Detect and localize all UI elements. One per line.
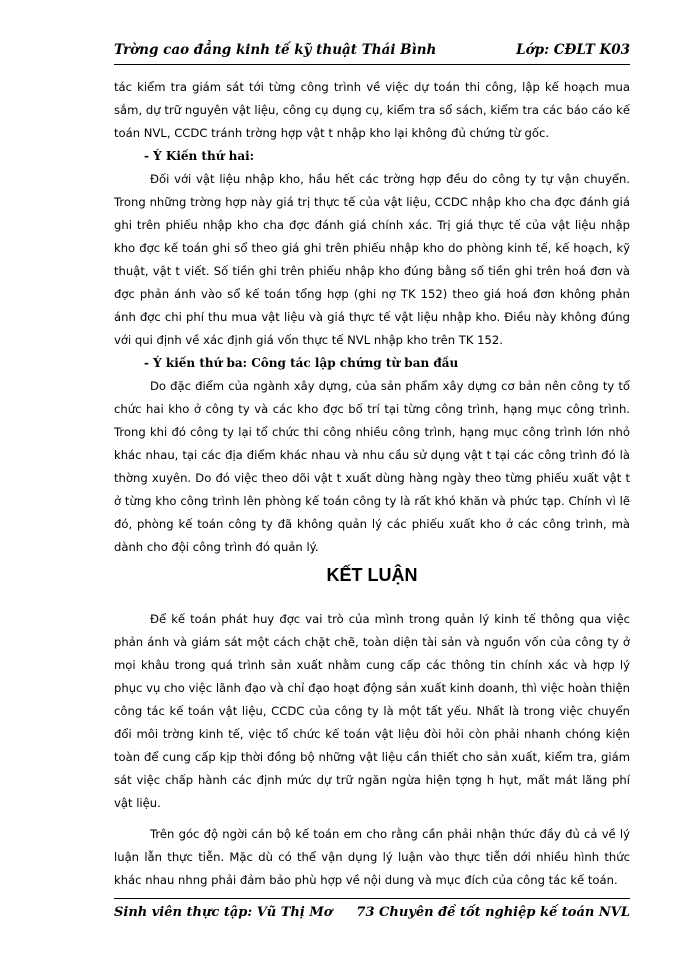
footer-page-topic: 73 Chuyên đề tốt nghiệp kế toán NVL: [356, 905, 630, 920]
header-school-name: Trờng cao đẳng kinh tế kỹ thuật Thái Bình: [114, 42, 437, 58]
paragraph-opinion-two: Đối với vật liệu nhập kho, hầu hết các trờng hợp đều do công ty tự vận chuyển. Trong những trờng hợp này giá trị thực tế của vật liệu, CCDC nhập kho cha đợc đánh giá ghi trên phiếu nhập kho cha đợc đánh giá chính xác. Trị giá thực tế của vật liệu nhập kho đợc kế toán ghi sổ theo giá ghi trên phiếu nhập kho do phòng kinh tế, kế hoạch, kỹ thuật, vật t viết. Số tiền ghi trên phiếu nhập kho đúng bằng số tiền ghi trên hoá đơn và đợc phản ánh vào sổ kế toán tổng hợp (ghi nợ TK 152) theo giá hoá đơn không phản ánh đợc chi phí thu mua vật liệu và giá thực tế vật liệu nhập kho. Điều này không đúng với qui định về xác định giá vốn thực tế NVL nhập kho trên TK 152.: [114, 172, 630, 347]
paragraph-conclusion-one: Để kế toán phát huy đợc vai trò của mình trong quản lý kinh tế thông qua việc phản ánh và giám sát một cách chặt chẽ, toàn diện tài sản và nguồn vốn của công ty ở mọi khâu trong quá trình sản xuất nhằm cung cấp các thông tin chính xác và hợp lý phục vụ cho việc lãnh đạo và chỉ đạo hoạt động sản xuất kinh doanh, thì việc hoàn thiện công tác kế toán vật liệu, CCDC của công ty là một tất yếu. Nhất là trong việc chuyển đổi môi trờng kinh tế, việc tổ chức kế toán vật liệu đòi hỏi còn phải nhanh chóng kiện toàn để cung cấp kịp thời đồng bộ những vật liệu cần thiết cho sản xuất, kiểm tra, giám sát việc chấp hành các định mức dự trữ ngăn ngừa hiện tợng h hụt, mất mát lãng phí vật liệu.: [114, 612, 630, 810]
text-block-opinions: [114, 76, 630, 559]
paragraph-inspection: tác kiểm tra giám sát tới từng công trình về việc dự toán thi công, lập kế hoạch mua sắm, dự trữ nguyên vật liệu, công cụ dụng cụ, kiểm tra sổ sách, kiểm tra các báo cáo kế toán NVL, CCDC tránh trờng hợp vật t nhập kho lại không đủ chứng từ gốc.: [114, 80, 630, 140]
text-block-conclusion-body: [114, 608, 630, 892]
heading-opinion-three: - Ý kiến thứ ba: Công tác lập chứng từ ban đầu: [144, 356, 459, 370]
page-header: [114, 40, 630, 65]
text-block-conclusion: [114, 564, 630, 587]
footer-student-name: Sinh viên thực tập: Vũ Thị Mơ: [114, 905, 333, 920]
header-class-name: Lớp: CĐLT K03: [516, 42, 630, 58]
conclusion-title: KẾT LUẬN: [326, 565, 418, 585]
heading-opinion-two: - Ý Kiến thứ hai:: [144, 149, 255, 163]
paragraph-conclusion-two: Trên góc độ ngời cán bộ kế toán em cho rằng cần phải nhận thức đầy đủ cả về lý luận lẫn thực tiễn. Mặc dù có thể vận dụng lý luận vào thực tiễn dới nhiều hình thức khác nhau nhng phải đảm bảo phù hợp về nội dung và mục đích của công tác kế toán.: [114, 827, 630, 887]
page-footer: [114, 898, 630, 927]
paragraph-opinion-three: Do đặc điểm của ngành xây dựng, của sản phẩm xây dựng cơ bản nên công ty tổ chức hai kho ở công ty và các kho đợc bố trí tại từng công trình, hạng mục công trình. Trong khi đó công ty lại tổ chức thi công nhiều công trình, hạng mục công trình lớn nhỏ khác nhau, tại các địa điểm khác nhau và nhu cầu sử dụng vật t tại các công trình đó là thờng xuyên. Do đó việc theo dõi vật t xuất dùng hàng ngày theo từng phiếu xuất vật t ở từng kho công trình lên phòng kế toán công ty là rất khó khăn và phức tạp. Chính vì lẽ đó, phòng kế toán công ty đã không quản lý các phiếu xuất kho ở các công trình, mà dành cho đội công trình đó quản lý.: [114, 379, 630, 554]
